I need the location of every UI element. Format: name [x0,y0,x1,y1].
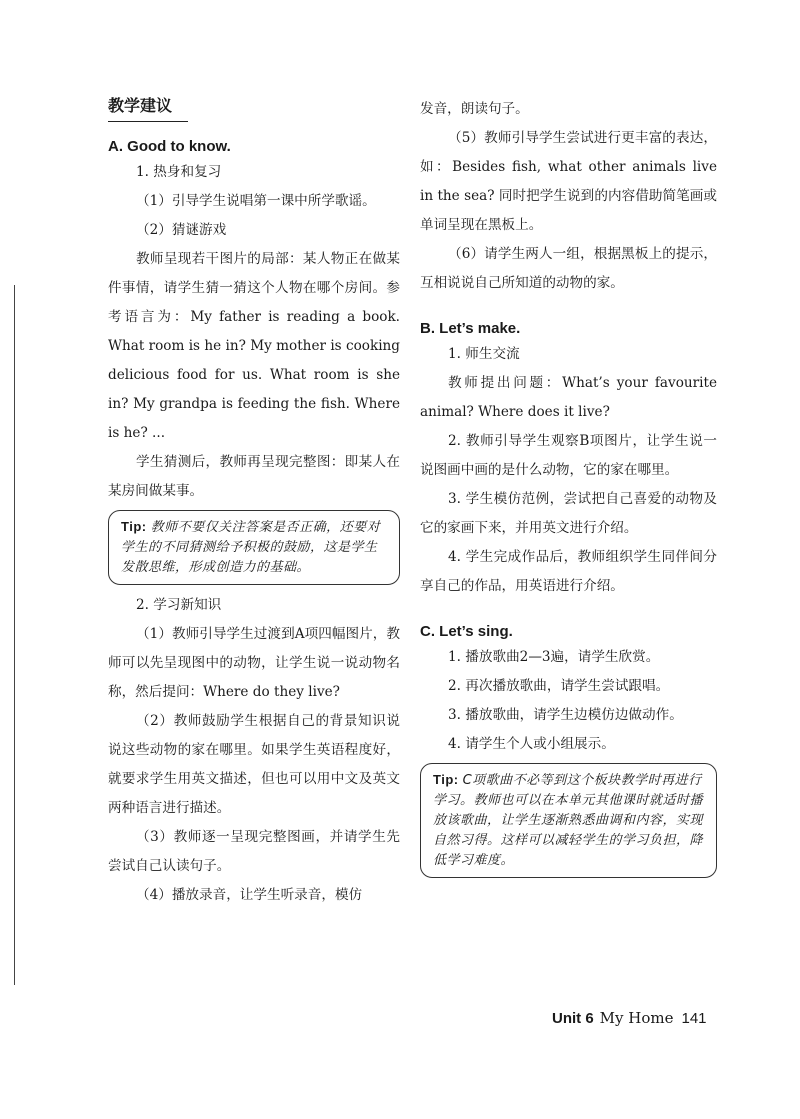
tip-label: Tip: [433,772,459,787]
right-column [420,95,717,884]
a-paragraph-7: （3）教师逐一呈现完整图画，并请学生先尝试自己认读句子。 [108,829,400,874]
tip-box-c [420,763,717,878]
b-item-1: 1. 师生交流 [448,346,520,362]
c-item-2: 2. 再次播放歌曲，请学生尝试跟唱。 [448,678,670,694]
a-paragraph-1: （1）引导学生说唱第一课中所学歌谣。 [136,193,376,209]
left-column [108,95,400,910]
section-c-title: C. Let’s sing. [420,623,513,640]
a-paragraph-2: （2）猜谜游戏 [136,222,227,238]
page-footer [552,1008,707,1029]
a-paragraph-6: （2）教师鼓励学生根据自己的背景知识说说这些动物的家在哪里。如果学生英语程度好，就要求学生用英文描述，但也可以用中文及英文两种语言进行描述。 [108,713,400,816]
c-item-3: 3. 播放歌曲，请学生边模仿边做动作。 [448,707,683,723]
b-paragraph-3: 3. 学生模仿范例，尝试把自己喜爱的动物及它的家画下来，并用英文进行介绍。 [420,491,717,536]
footer-unit: Unit 6 [552,1010,594,1027]
tip-text: 教师不要仅关注答案是否正确，还要对学生的不同猜测给予积极的鼓励，这是学生发散思维，形成创造力的基础。 [121,520,381,575]
a-paragraph-9: 发音，朗读句子。 [420,101,529,117]
section-heading: 教学建议 [108,95,188,122]
tip-text: C项歌曲不必等到这个板块教学时再进行学习。教师也可以在本单元其他课时就适时播放该歌曲，让学生逐渐熟悉曲调和内容，实现自然习得。这样可以减轻学生的学习负担，降低学习难度。 [433,773,704,868]
a-paragraph-3: 教师呈现若干图片的局部：某人物正在做某件事情，请学生猜一猜这个人物在哪个房间。参考语言为：My father is reading a book. What room is he in? My mother is cooking delicious food for us. What room is she in? My grandpa is feeding the fish. Where is he? ... [108,251,400,441]
b-paragraph-4: 4. 学生完成作品后，教师组织学生同伴间分享自己的作品，用英语进行介绍。 [420,549,717,594]
a-paragraph-10: （5）教师引导学生尝试进行更丰富的表达，如：Besides fish, what other animals live in the sea? 同时把学生说到的内容借助简笔画或单词呈现在黑板上。 [420,130,717,233]
page-edge-line [0,285,15,985]
tip-box-a [108,510,400,585]
section-b-title: B. Let’s make. [420,320,521,337]
a-item-2: 2. 学习新知识 [136,597,222,613]
a-item-1: 1. 热身和复习 [136,164,222,180]
tip-label: Tip: [121,519,147,534]
a-paragraph-4: 学生猜测后，教师再呈现完整图：即某人在某房间做某事。 [108,454,400,499]
a-paragraph-11: （6）请学生两人一组，根据黑板上的提示，互相说说自己所知道的动物的家。 [420,246,717,291]
footer-title: My Home [599,1009,674,1027]
section-a-title: A. Good to know. [108,138,231,155]
c-item-4: 4. 请学生个人或小组展示。 [448,736,615,752]
b-paragraph-2: 2. 教师引导学生观察B项图片，让学生说一说图画中画的是什么动物，它的家在哪里。 [420,433,717,478]
b-paragraph-1: 教师提出问题：What’s your favourite animal? Where does it live? [420,375,717,420]
a-paragraph-8: （4）播放录音，让学生听录音，模仿 [136,887,363,903]
a-paragraph-5: （1）教师引导学生过渡到A项四幅图片，教师可以先呈现图中的动物，让学生说一说动物名称，然后提问：Where do they live? [108,626,400,700]
c-item-1: 1. 播放歌曲2—3遍，请学生欣赏。 [448,649,660,665]
page-number: 141 [681,1010,707,1027]
